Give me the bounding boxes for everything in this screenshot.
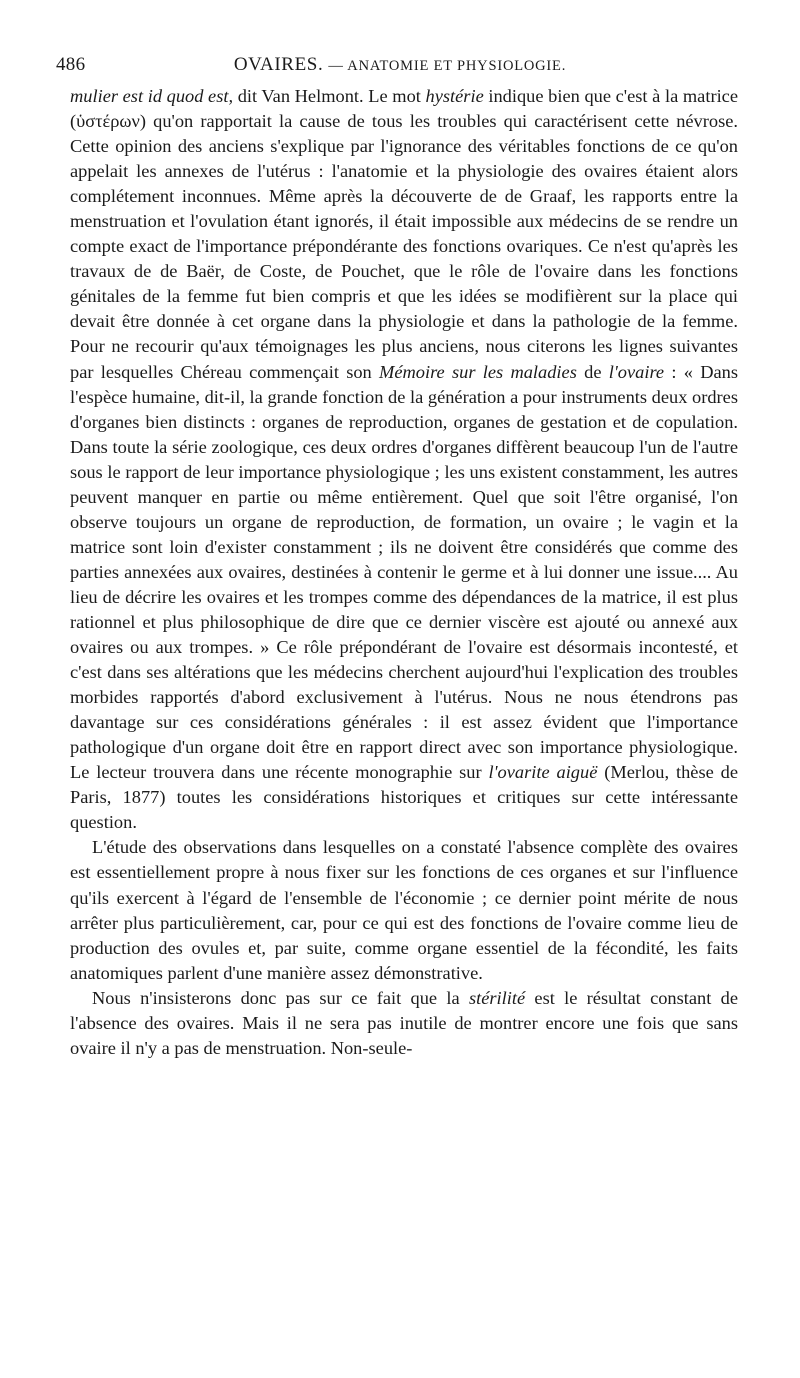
text-run: est le résultat constant de l'absence des ovaires. Mais il ne sera pas inutile de montrer encore une fois que sans ovaire il n'y a pas de menstruation. Non-seule-: [70, 987, 738, 1058]
body-text: [70, 84, 738, 1061]
italic-text: Mémoire sur les maladies: [379, 361, 577, 382]
running-head: [56, 54, 744, 80]
header-title: [56, 54, 744, 76]
italic-text: mulier est id quod est,: [70, 86, 234, 106]
paragraph: [70, 84, 738, 835]
header-subtitle: ANATOMIE ET PHYSIOLOGIE.: [347, 58, 567, 74]
text-run: de: [576, 361, 609, 382]
italic-text: stérilité: [468, 987, 526, 1008]
text-run: L'étude des observations dans lesquelles on a constaté l'absence complète des ovaires est essentiellement propre à nous fixer sur les fonctions de ces organes et sur l'influence qu'ils exercent à l'égard de l'ensemble de l'économie ; ce dernier point mérite de nous arrêter plus particulièrement, car, pour ce qui est des fonctions de l'ovaire comme lieu de production des ovules et, par suite, comme organe essentiel de la fécondité, les faits anatomiques parlent d'une manière assez démonstrative.: [70, 837, 738, 983]
page-number: 486: [56, 54, 86, 75]
text-run: indique bien que c'est à la matrice (ὑστέρων) qu'on rapportait la cause de tous les troubles qui caractérisent cette névrose. Cette opinion des anciens s'explique par l'ignorance des véritables fonctions de ce qu'on appelait les annexes de l'utérus : l'anatomie et la physiologie des ovaires étaient alors complétement inconnues. Même après la découverte de de Graaf, les rapports entre la menstruation et l'ovulation étant ignorés, il était impossible aux médecins de se rendre un compte exact de l'importance prépondérante des fonctions ovariques. Ce n'est qu'après les travaux de de Baër, de Coste, de Pouchet, que le rôle de l'ovaire dans les fonctions génitales de la femme fut bien compris et que les idées se modifièrent sur la place qui devait être donnée à cet organe dans la physiologie et dans la pathologie de la femme. Pour ne recourir qu'aux témoignages les plus anciens, nous citerons les lignes suivantes par lesquelles Chéreau commençait son: [70, 86, 738, 382]
header-main-title: OVAIRES.: [233, 54, 324, 75]
text-run: (Merlou, thèse de Paris, 1877) toutes les considérations historiques et critiques sur cette intéressante question.: [70, 762, 738, 833]
italic-text: l'ovarite aiguë: [488, 762, 598, 783]
italic-text: hystérie: [425, 86, 484, 106]
paragraph: [70, 835, 738, 985]
text-run: Nous n'insisterons donc pas sur ce fait que la: [92, 987, 469, 1008]
text-run: : « Dans l'espèce humaine, dit-il, la grande fonction de la génération a pour instruments deux ordres d'organes bien distincts : organes de reproduction, organes de gestation et de copulation. Dans toute la série zoologique, ces deux ordres d'organes diffèrent beaucoup l'un de l'autre sous le rapport de leur importance physiologique ; les uns existent constamment, les autres peuvent manquer en partie ou même entièrement. Quel que soit l'être organisé, l'on observe toujours un organe de reproduction, de formation, un ovaire ; le vagin et la matrice sont loin d'exister constamment ; ils ne doivent être considérés que comme des parties annexées aux ovaires, destinées à contenir le germe et à lui donner une issue.... Au lieu de décrire les ovaires et les trompes comme des dépendances de la matrice, il est plus rationnel et plus philosophique de dire que ce dernier viscère est ajouté ou annexé aux ovaires ou aux trompes. » Ce rôle prépondérant de l'ovaire est désormais incontesté, et c'est dans ses altérations que les médecins cherchent aujourd'hui l'explication des troubles morbides rapportés d'abord exclusivement à l'utérus. Nous ne nous étendrons pas davantage sur ces considérations générales : il est assez évident que l'importance pathologique d'un organe doit être en rapport direct avec son importance physiologique. Le lecteur trouvera dans une récente monographie sur: [70, 361, 738, 783]
text-run: dit Van Helmont. Le mot: [233, 86, 426, 106]
paragraph: [70, 986, 738, 1061]
italic-text: l'ovaire: [608, 361, 665, 382]
header-separator: —: [328, 58, 348, 74]
